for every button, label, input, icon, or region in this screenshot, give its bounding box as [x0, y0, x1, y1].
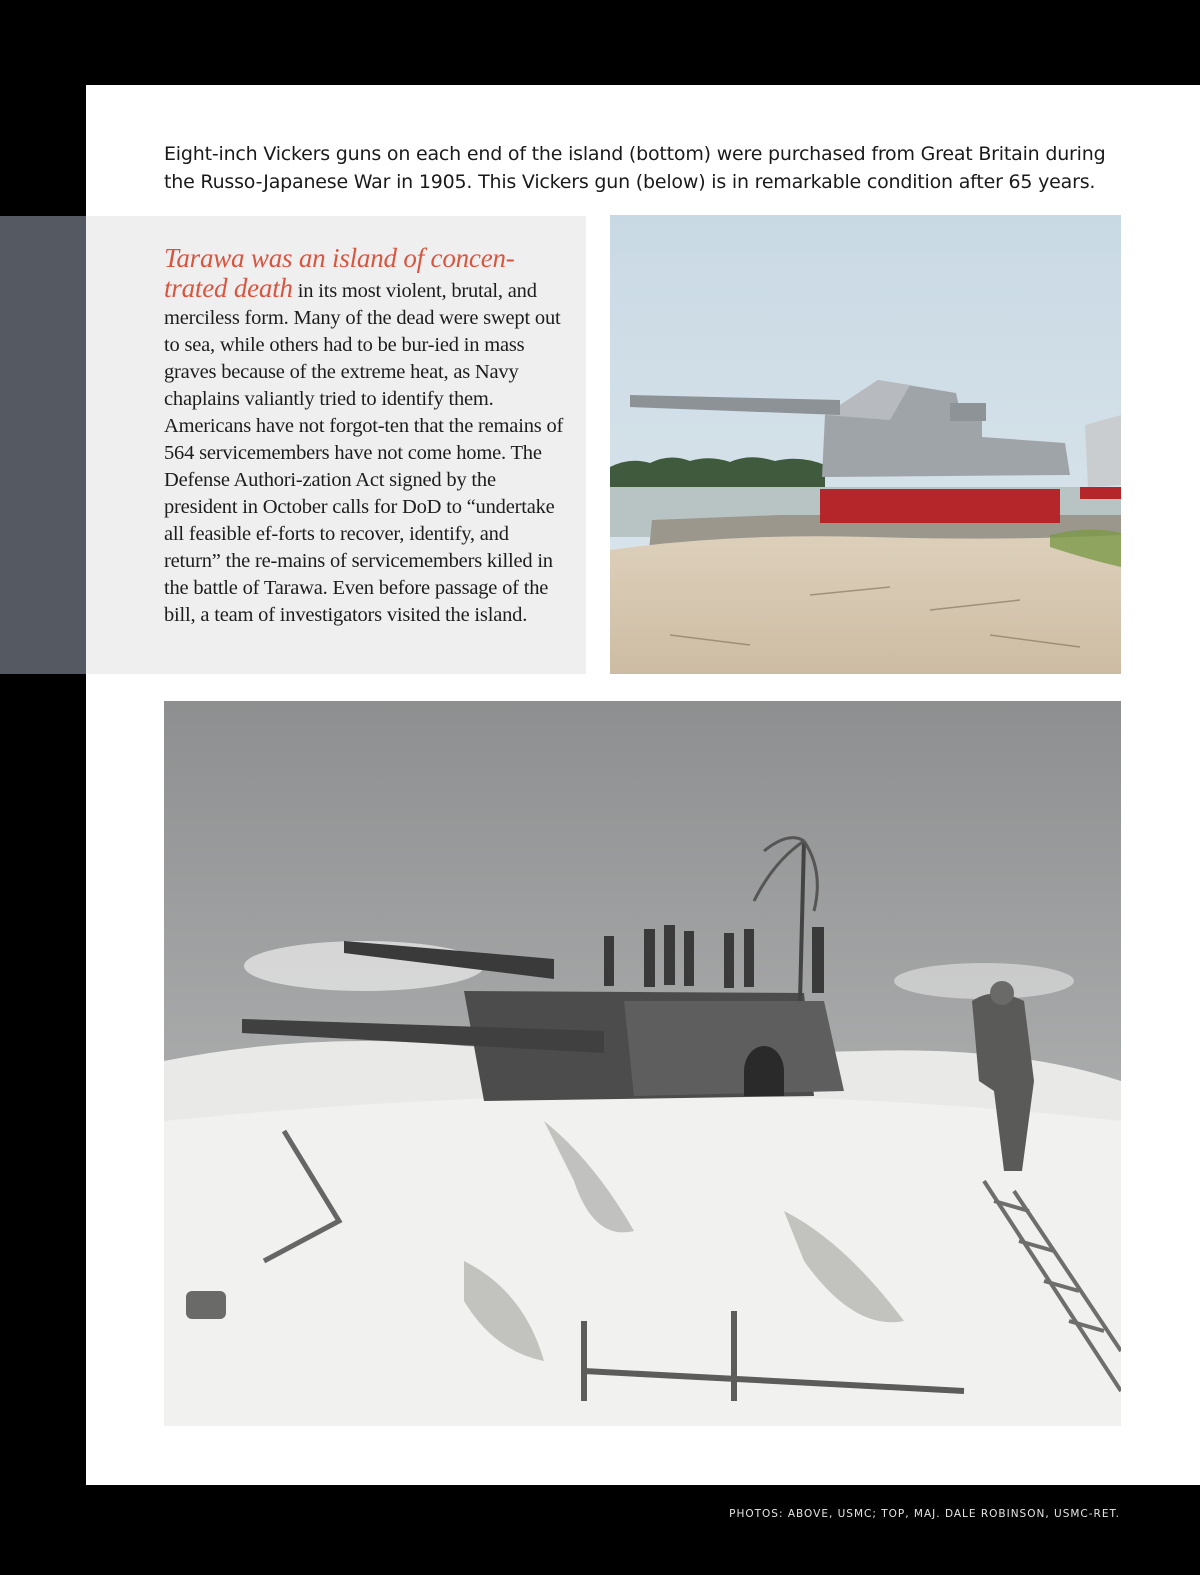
photo-credit: PHOTOS: ABOVE, USMC; TOP, MAJ. DALE ROBINSON, USMC-RET. [729, 1508, 1120, 1520]
vickers-gun-color-photo [610, 215, 1121, 674]
article-text [164, 245, 564, 629]
article-lead: Tarawa was an island of concen-trated death [164, 243, 515, 303]
vickers-guns-historical-photo [164, 701, 1121, 1426]
side-accent-bar [0, 216, 86, 674]
article-body: in its most violent, brutal, and merciless form. Many of the dead were swept out to sea, while others had to be bur-ied in mass graves because of the extreme heat, as Navy chaplains valiantly tried to identify them. Americans have not forgot-ten that the remains of 564 servicemembers have not come home. The Defense Authori-zation Act signed by the president in October calls for DoD to “undertake all feasible ef-forts to recover, identify, and return” the re-mains of servicemembers killed in the battle of Tarawa. Even before passage of the bill, a team of investigators visited the island. [164, 280, 564, 626]
photo-caption: Eight-inch Vickers guns on each end of the island (bottom) were purchased from Great Britain during the Russo-Japanese War in 1905. This Vickers gun (below) is in remarkable condition after 65 years. [164, 143, 1106, 193]
